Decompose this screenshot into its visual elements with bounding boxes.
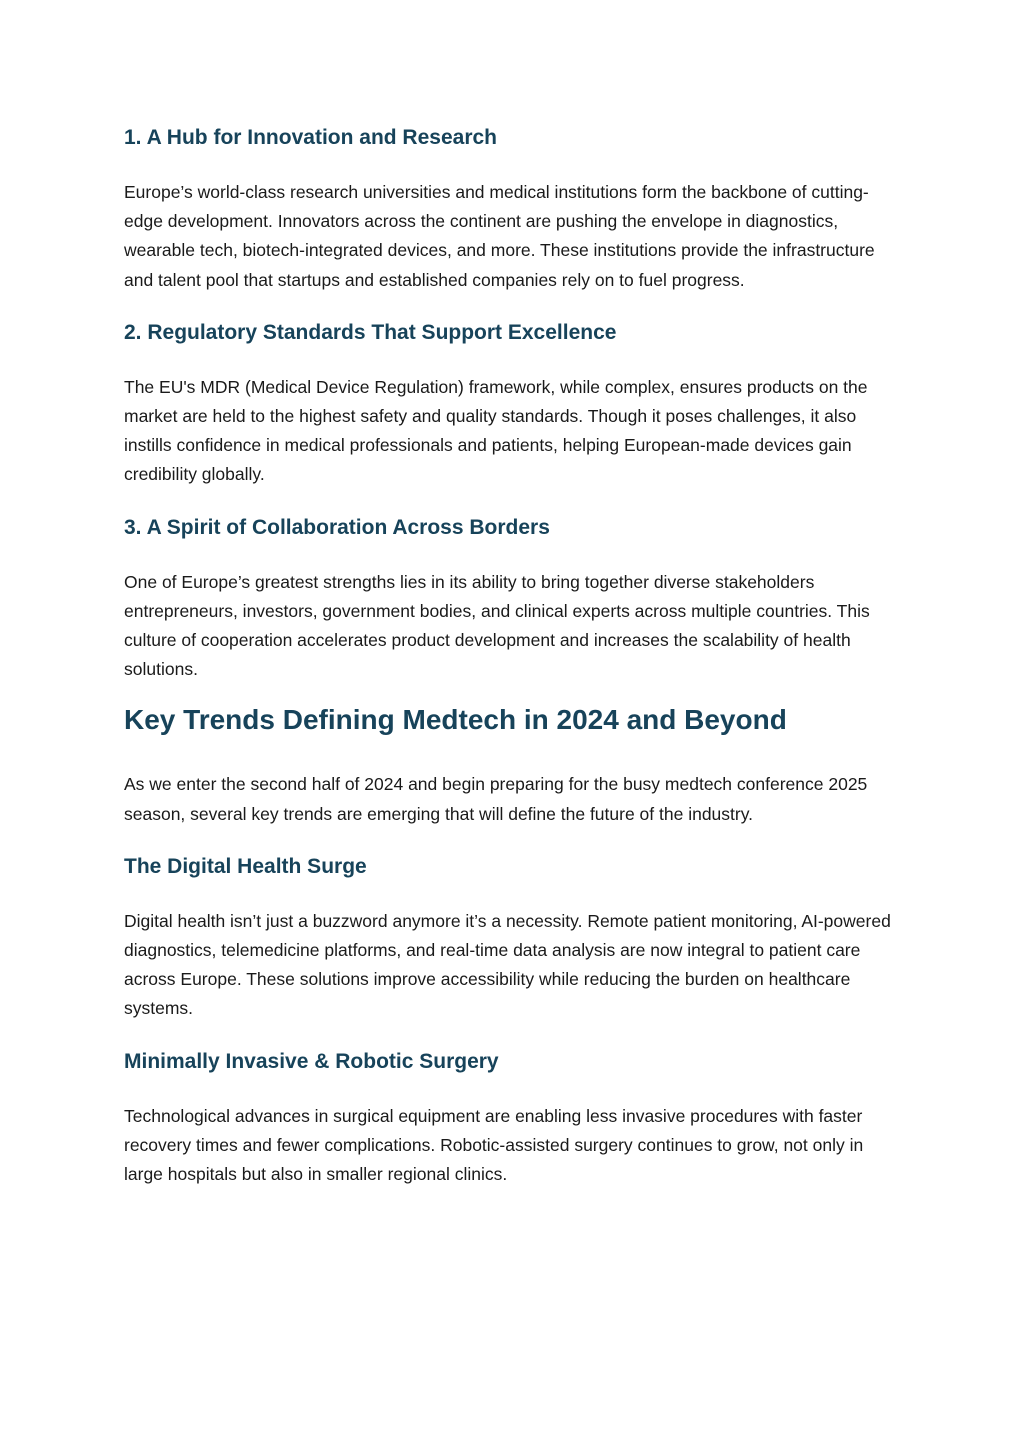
section-body-innovation: Europe’s world-class research universities and medical institutions form the backbone of cutting-edge development. Innovators across the continent are pushing the envelope in diagnostics, wearable tech, biotech-integrated devices, and more. These institutions provide the infrastructure and talent pool that startups and established companies rely on to fuel progress. [124, 182, 875, 290]
document-page [124, 120, 904, 1189]
trends-intro: As we enter the second half of 2024 and begin preparing for the busy medtech conference 2025 season, several key trends are emerging that will define the future of the industry. [124, 774, 868, 824]
section-heading-innovation: 1. A Hub for Innovation and Research [124, 126, 497, 149]
section-body-regulatory: The EU's MDR (Medical Device Regulation) framework, while complex, ensures products on the market are held to the highest safety and quality standards. Though it poses challenges, it also instills confidence in medical professionals and patients, helping European-made devices gain credibility globally. [124, 376, 868, 485]
trend-body-robotic-surgery: Technological advances in surgical equipment are enabling less invasive procedures with faster recovery times and fewer complications. Robotic-assisted surgery continues to grow, not only in large hospitals but also in smaller regional clinics. [124, 1105, 864, 1185]
section-body-collaboration: One of Europe’s greatest strengths lies in its ability to bring together diverse stakeholders entrepreneurs, investors, government bodies, and clinical experts across multiple countries. This culture of cooperation accelerates product development and increases the scalability of health solutions. [124, 571, 870, 680]
section-heading-regulatory: 2. Regulatory Standards That Support Excellence [124, 320, 617, 344]
trend-body-digital-health: Digital health isn’t just a buzzword anymore it’s a necessity. Remote patient monitoring, AI-powered diagnostics, telemedicine platforms, and real-time data analysis are now integral to patient care across Europe. These solutions improve accessibility while reducing the burden on healthcare systems. [124, 910, 891, 1019]
trend-heading-robotic-surgery: Minimally Invasive & Robotic Surgery [124, 1049, 499, 1073]
trends-heading: Key Trends Defining Medtech in 2024 and Beyond [124, 704, 787, 736]
trend-heading-digital-health: The Digital Health Surge [124, 854, 367, 878]
section-heading-collaboration: 3. A Spirit of Collaboration Across Borders [124, 515, 550, 539]
